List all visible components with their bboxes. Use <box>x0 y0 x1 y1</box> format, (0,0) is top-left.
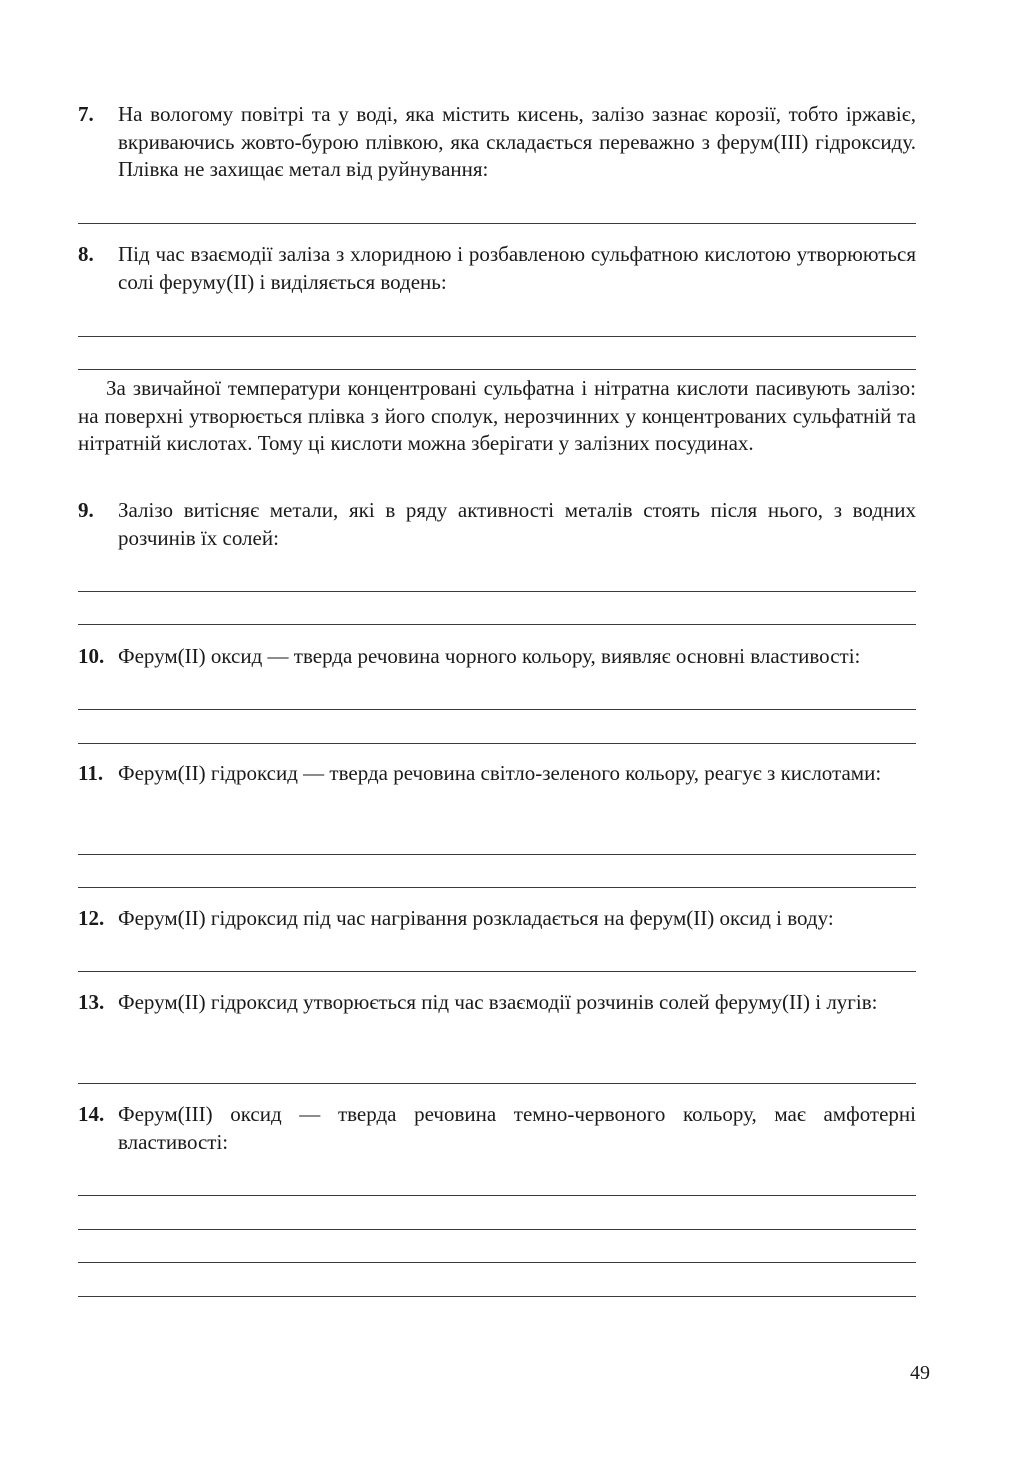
item-text-8: Під час взаємодії заліза з хлоридною і розбавленою сульфатною кислотою утворюються солі феруму(II) і виділяється водень: <box>118 242 916 294</box>
answer-line[interactable] <box>78 1262 916 1263</box>
page-number: 49 <box>910 1362 930 1384</box>
item-number-7: 7. <box>78 102 94 126</box>
answer-line[interactable] <box>78 624 916 625</box>
item-text-12: Ферум(II) гідроксид під час нагрівання розкладається на ферум(II) оксид і воду: <box>118 906 834 930</box>
answer-line[interactable] <box>78 854 916 855</box>
item-number-10: 10. <box>78 644 105 668</box>
answer-line[interactable] <box>78 591 916 592</box>
item-text-10: Ферум(II) оксид — тверда речовина чорного кольору, виявляє основні властивості: <box>118 644 861 668</box>
item-number-8: 8. <box>78 242 94 266</box>
answer-line[interactable] <box>78 743 916 744</box>
answer-line[interactable] <box>78 1296 916 1297</box>
item-text-14: Ферум(III) оксид — тверда речовина темно-червоного кольору, має амфотерні властивості: <box>118 1102 916 1154</box>
answer-line[interactable] <box>78 971 916 972</box>
answer-line[interactable] <box>78 887 916 888</box>
item-text-13: Ферум(II) гідроксид утворюється під час взаємодії розчинів солей феруму(II) і лугів: <box>118 990 878 1014</box>
answer-line[interactable] <box>78 369 916 370</box>
item-text-7: На вологому повітрі та у воді, яка містить кисень, залізо зазнає корозії, тобто іржавіє, вкриваючись жовто-бурою плівкою, яка складається переважно з ферум(III) гідроксиду. Плівка не захищає метал від руйнування: <box>118 102 916 181</box>
answer-line[interactable] <box>78 1083 916 1084</box>
answer-line[interactable] <box>78 709 916 710</box>
answer-line[interactable] <box>78 1195 916 1196</box>
item-number-12: 12. <box>78 906 105 930</box>
item-number-13: 13. <box>78 990 105 1014</box>
item-text-11: Ферум(II) гідроксид — тверда речовина світло-зеленого кольору, реагує з кислотами: <box>118 761 882 785</box>
answer-line[interactable] <box>78 1229 916 1230</box>
item-number-11: 11. <box>78 761 104 785</box>
answer-line[interactable] <box>78 223 916 224</box>
item-number-9: 9. <box>78 498 94 522</box>
note-paragraph: За звичайної температури концентровані сульфатна і нітратна кислоти пасивують залізо: на поверхні утворюється плівка з його сполук, нерозчинних у концентрованих сульфатній та нітратній кислотах. Тому ці кислоти можна зберігати у залізних посудинах. <box>78 376 916 455</box>
item-text-9: Залізо витісняє метали, які в ряду активності металів стоять після нього, з водних розчинів їх солей: <box>118 498 916 550</box>
item-number-14: 14. <box>78 1102 105 1126</box>
answer-line[interactable] <box>78 336 916 337</box>
